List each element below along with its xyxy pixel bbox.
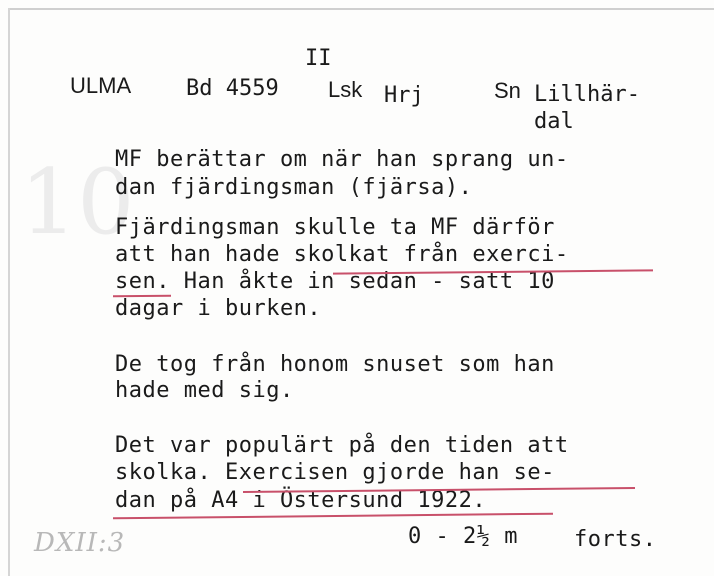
p2-line-1: Fjärdingsman skulle ta MF därför: [115, 215, 555, 240]
bleed-through-mark: 10: [20, 150, 135, 255]
sn-label: Sn: [494, 78, 521, 103]
lsk-label: Lsk: [328, 77, 363, 102]
volume-number: Bd 4559: [186, 76, 279, 101]
p4-line-3: dan på A4 i Östersund 1922.: [115, 488, 487, 513]
p2-line-4: dagar i burken.: [115, 296, 322, 321]
card-left-edge: [8, 8, 10, 576]
parish-name: Lillhär-: [534, 82, 640, 107]
measure-note: 0 - 2½ m: [408, 524, 518, 549]
p3-line-1: De tog från honom snuset som han: [115, 352, 555, 377]
p4-line-2: skolka. Exercisen gjorde han se-: [115, 460, 555, 485]
hrj-label: Hrj: [384, 83, 424, 108]
archive-code: ULMA: [70, 73, 132, 98]
continued-note: forts.: [574, 527, 657, 552]
p3-line-2: hade med sig.: [115, 378, 294, 403]
p4-line-1: Det var populärt på den tiden att: [115, 433, 569, 458]
roman-numeral: II: [305, 46, 332, 71]
handwritten-catalog-note: DXII:3: [34, 528, 126, 558]
p2-line-3: sen. Han åkte in sedan - satt 10: [115, 269, 555, 294]
p1-line-2: dan fjärdingsman (fjärsa).: [115, 175, 473, 200]
p2-line-2: att han hade skolkat från exerci-: [115, 242, 569, 267]
parish-name-cont: dal: [534, 109, 574, 134]
underline-a4: [113, 513, 553, 520]
card-top-edge: [10, 8, 714, 10]
p1-line-1: MF berättar om när han sprang un-: [115, 147, 569, 172]
